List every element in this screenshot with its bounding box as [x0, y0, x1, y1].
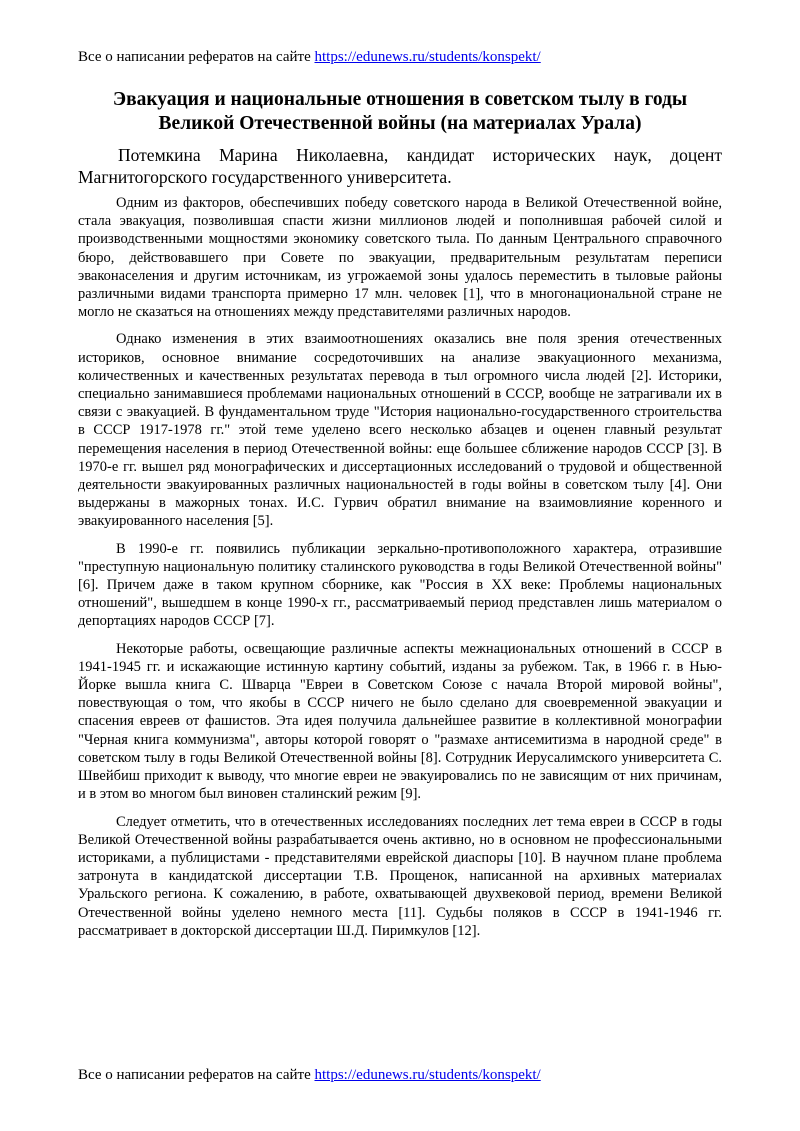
author-line: Потемкина Марина Николаевна, кандидат исторических наук, доцент Магнитогорского государственного университета. — [78, 145, 722, 187]
paragraph: Однако изменения в этих взаимоотношениях оказались вне поля зрения отечественных историков, основное внимание сосредоточивших на анализе эвакуационного механизма, количественных и качественных результатах перевода в тыл огромного числа людей [2]. Историки, специально занимавшиеся проблемами национальных отношений в СССР, вообще не затрагивали их в связи с эвакуацией. В фундаментальном труде "История национально-государственного строительства в СССР 1917-1978 гг." этой теме уделено всего несколько абзацев и оценен главный результат перемещения населения в период Отечественной войны: еще большее сближение народов СССР [3]. В 1970-е гг. вышел ряд монографических и диссертационных исследований о трудовой и общественной деятельности эвакуированных различных национальностей в годы войны в советском тылу [4]. Они выдержаны в мажорных тонах. И.С. Гурвич обратил внимание на взаимовлияние коренного и эвакуированного населения [5]. — [78, 331, 722, 530]
article-body — [78, 194, 722, 949]
header-note-text: Все о написании рефератов на сайте — [78, 49, 315, 65]
footer-note-text: Все о написании рефератов на сайте — [78, 1067, 315, 1083]
article-title: Эвакуация и национальные отношения в советском тылу в годы Великой Отечественной войны (на материалах Урала) — [112, 89, 688, 134]
footer-link[interactable]: https://edunews.ru/students/konspekt/ — [314, 1067, 541, 1083]
paragraph: Некоторые работы, освещающие различные аспекты межнациональных отношений в СССР в 1941-1945 гг. и искажающие истинную картину событий, изданы за рубежом. Так, в 1966 г. в Нью-Йорке вышла книга С. Шварца "Евреи в Советском Союзе с начала Второй мировой войны", повествующая о том, что якобы в СССР ничего не было сделано для своевременной эвакуации и спасения евреев от фашистов. Эта идея получила дальнейшее развитие в коллективной монографии "Черная книга коммунизма", авторы которой говорят о "размахе антисемитизма в народной среде" в советском тылу в годы Великой Отечественной войны [8]. Сотрудник Иерусалимского университета С. Швейбиш приходит к выводу, что многие евреи не эвакуировались по не зависящим от них причинам, и в этом во многом был виновен сталинский режим [9]. — [78, 640, 722, 803]
header-note — [78, 48, 541, 66]
paragraph: Следует отметить, что в отечественных исследованиях последних лет тема евреи в СССР в годы Великой Отечественной войны разрабатывается очень активно, но в основном не профессиональными историками, а публицистами - представителями еврейской диаспоры [10]. В научном плане проблема затронута в кандидатской диссертации Т.В. Прощенок, написанной на архивных материалах Уральского региона. К сожалению, в работе, охватывающей двухвековой период, времени Великой Отечественной войны уделено немного места [11]. Судьбы поляков в СССР в 1941-1946 гг. рассматривает в докторской диссертации Ш.Д. Пиримкулов [12]. — [78, 813, 722, 939]
paragraph: Одним из факторов, обеспечивших победу советского народа в Великой Отечественной войне, стала эвакуация, позволившая спасти жизни миллионов людей и пополнившая рабочей силой и производственными мощностями экономику советского тыла. По данным Центрального справочного бюро, действовавшего при Совете по эвакуации, предварительным результатам переписи эваконаселения и другим источникам, из угрожаемой зоны удалось переместить в тыловые районы различными видами транспорта примерно 17 млн. человек [1], что в многонациональной стране не могло не сказаться на отношениях между представителями различных народов. — [78, 195, 722, 321]
footer-note — [78, 1066, 541, 1084]
document-page — [78, 0, 722, 1131]
header-link[interactable]: https://edunews.ru/students/konspekt/ — [314, 49, 541, 65]
paragraph: В 1990-е гг. появились публикации зеркально-противоположного характера, отразившие "преступную национальную политику сталинского руководства в годы Великой Отечественной войны" [6]. Причем даже в таком крупном сборнике, как "Россия в XX веке: Проблемы национальных отношений", вышедшем в конце 1990-х гг., рассматриваемый период представлен лишь материалом о депортациях народов СССР [7]. — [78, 540, 722, 630]
